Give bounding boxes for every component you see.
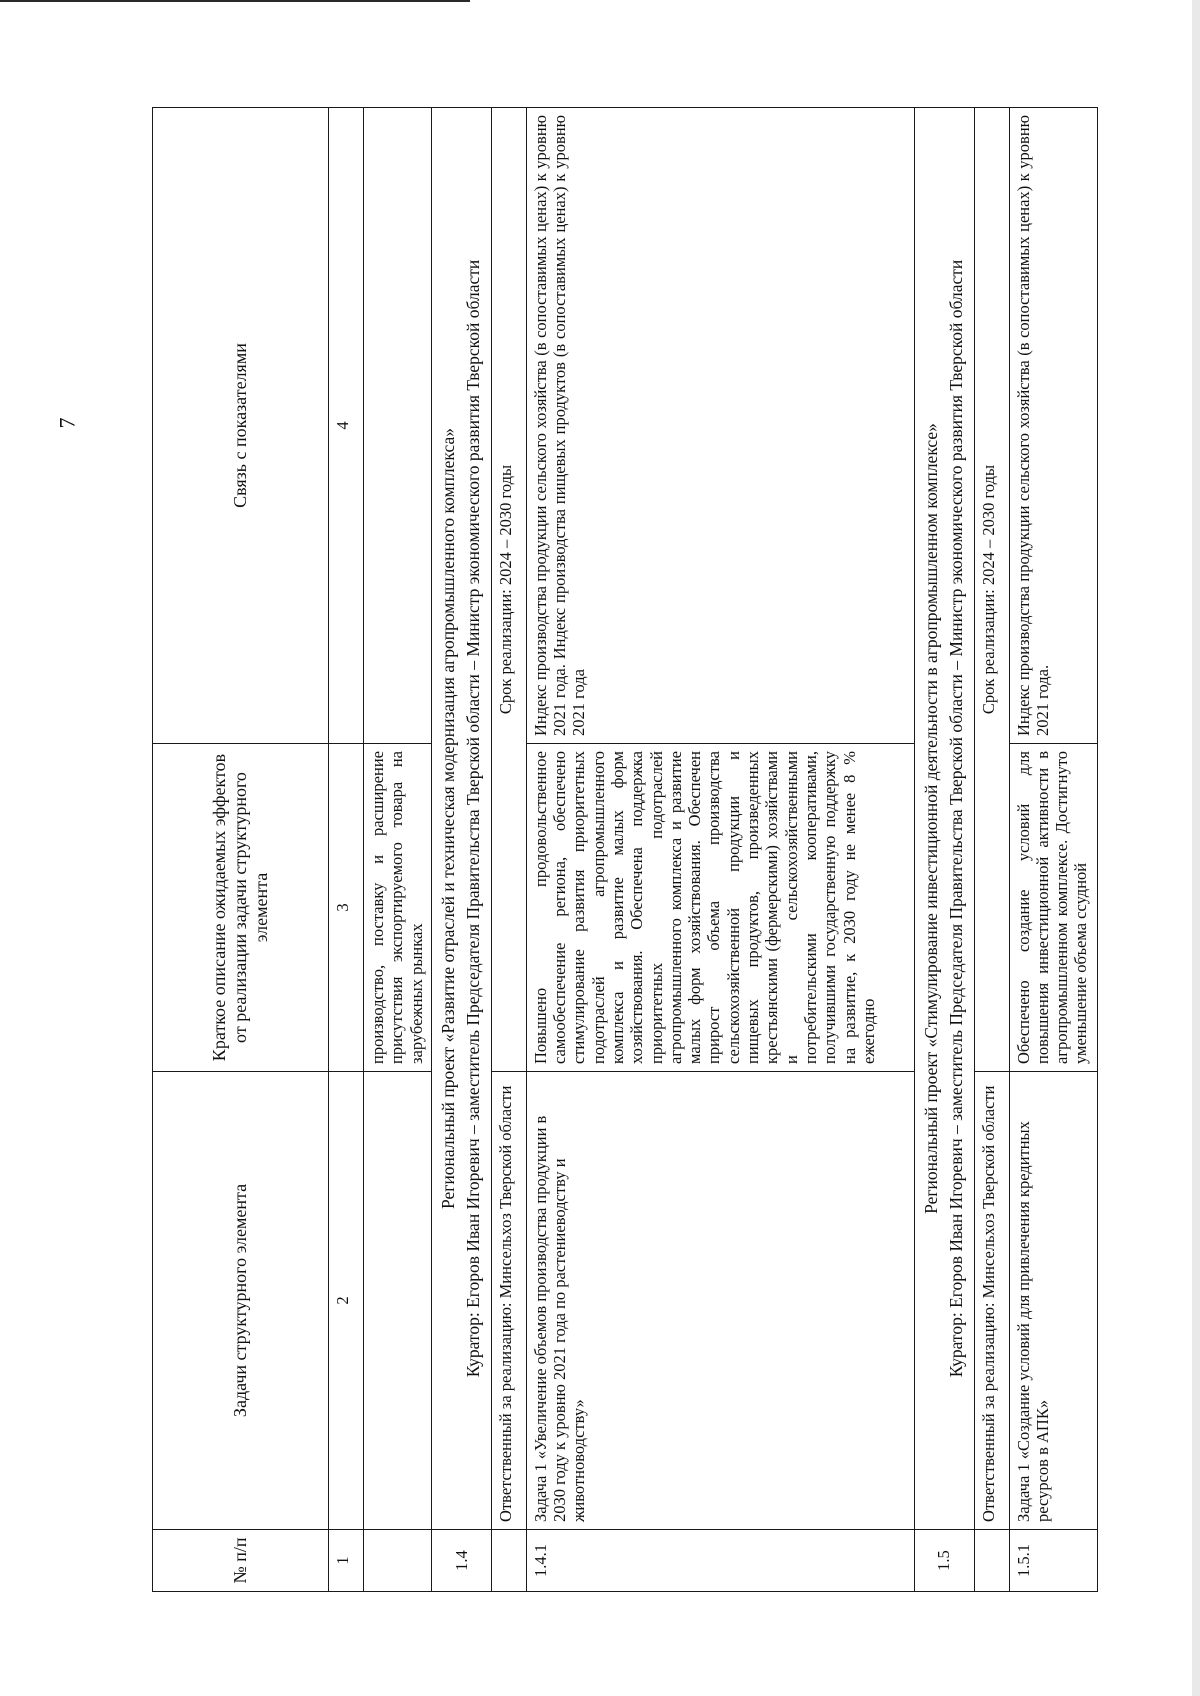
project-heading [432, 108, 492, 1530]
task-text: Задача 1 «Увеличение объемов производства продукции в 2030 году к уровню 2021 года по растениеводству и животноводству» [526, 1072, 914, 1530]
task-indicators: Индекс производства продукции сельского хозяйства (в сопоставимых ценах) к уровню 2021 года. Индекс производства пищевых продуктов (в сопоставимых ценах) к уровню 2021 года [526, 108, 914, 744]
header-tasks: Задачи структурного элемента [153, 1072, 329, 1530]
project-heading [914, 108, 974, 1530]
header-effects: Краткое описание ожидаемых эффектов от реализации задачи структурного элемента [153, 744, 329, 1072]
task-1-4-1-row [526, 108, 914, 1592]
column-number: 3 [329, 744, 364, 1072]
task-1-5-1-row [1009, 108, 1098, 1592]
column-number: 4 [329, 108, 364, 744]
responsible-text: Ответственный за реализацию: Минсельхоз Тверской области [974, 1072, 1009, 1530]
term-text: Срок реализации: 2024 – 2030 годы [974, 108, 1009, 1072]
project-1-5-responsible-row [974, 108, 1009, 1592]
column-number: 1 [329, 1530, 364, 1592]
task-indicators: Индекс производства продукции сельского хозяйства (в сопоставимых ценах) к уровню 2021 года. [1009, 108, 1098, 744]
continuation-effects: производство, поставку и расширение присутствия экспортируемого товара на зарубежных рынках [364, 744, 432, 1072]
header-row [153, 108, 329, 1592]
project-1-4-row [432, 108, 492, 1592]
project-1-4-responsible-row [491, 108, 526, 1592]
column-number: 2 [329, 1072, 364, 1530]
term-text: Срок реализации: 2024 – 2030 годы [491, 108, 526, 1072]
responsible-text: Ответственный за реализацию: Минсельхоз Тверской области [491, 1072, 526, 1530]
rotated-table-wrapper [152, 108, 1098, 1592]
task-text: Задача 1 «Создание условий для привлечения кредитных ресурсов в АПК» [1009, 1072, 1098, 1530]
task-number: 1.4.1 [526, 1530, 914, 1592]
continuation-row [364, 108, 432, 1592]
task-effects: Повышено продовольственное самообеспечение региона, обеспечено стимулирование развития приоритетных подотраслей агропромышленного комплекса и развитие малых форм хозяйствования. Обеспечена поддержка приоритетных подотраслей агропромышленного комплекса и развитие малых форм хозяйствования. Обеспечен прирост объема производства сельскохозяйственной продукции и пищевых продуктов, произведенных крестьянскими (фермерскими) хозяйствами и сельскохозяйственными потребительскими кооперативами, получившими государственную поддержку на развитие, к 2030 году не менее 8 % ежегодно [526, 744, 914, 1072]
project-number: 1.4 [432, 1530, 492, 1592]
project-curator: Куратор: Егоров Иван Игоревич – заместитель Председателя Правительства Тверской области – Министр экономического развития Тверской области [463, 259, 484, 1378]
page-number: 7 [54, 417, 80, 429]
task-number: 1.5.1 [1009, 1530, 1098, 1592]
scan-edge-line [0, 0, 470, 2]
header-indicators: Связь с показателями [153, 108, 329, 744]
scan-edge-shadow [1192, 0, 1200, 1696]
task-effects: Обеспечено создание условий для повышения инвестиционной активности в агропромышленном комплексе. Достигнуто уменьшение объема ссудной [1009, 744, 1098, 1072]
project-title: Региональный проект «Развитие отраслей и техническая модернизация агропромышленного комплекса» [438, 428, 458, 1209]
project-curator: Куратор: Егоров Иван Игоревич – заместитель Председателя Правительства Тверской области – Министр экономического развития Тверской области [946, 259, 967, 1378]
column-number-row [329, 108, 364, 1592]
project-title: Региональный проект «Стимулирование инвестиционной деятельности в агропромышленном комплексе» [920, 423, 941, 1214]
header-number: № п/п [153, 1530, 329, 1592]
project-1-5-row [914, 108, 974, 1592]
project-number: 1.5 [914, 1530, 974, 1592]
structure-tasks-table [152, 107, 1098, 1592]
